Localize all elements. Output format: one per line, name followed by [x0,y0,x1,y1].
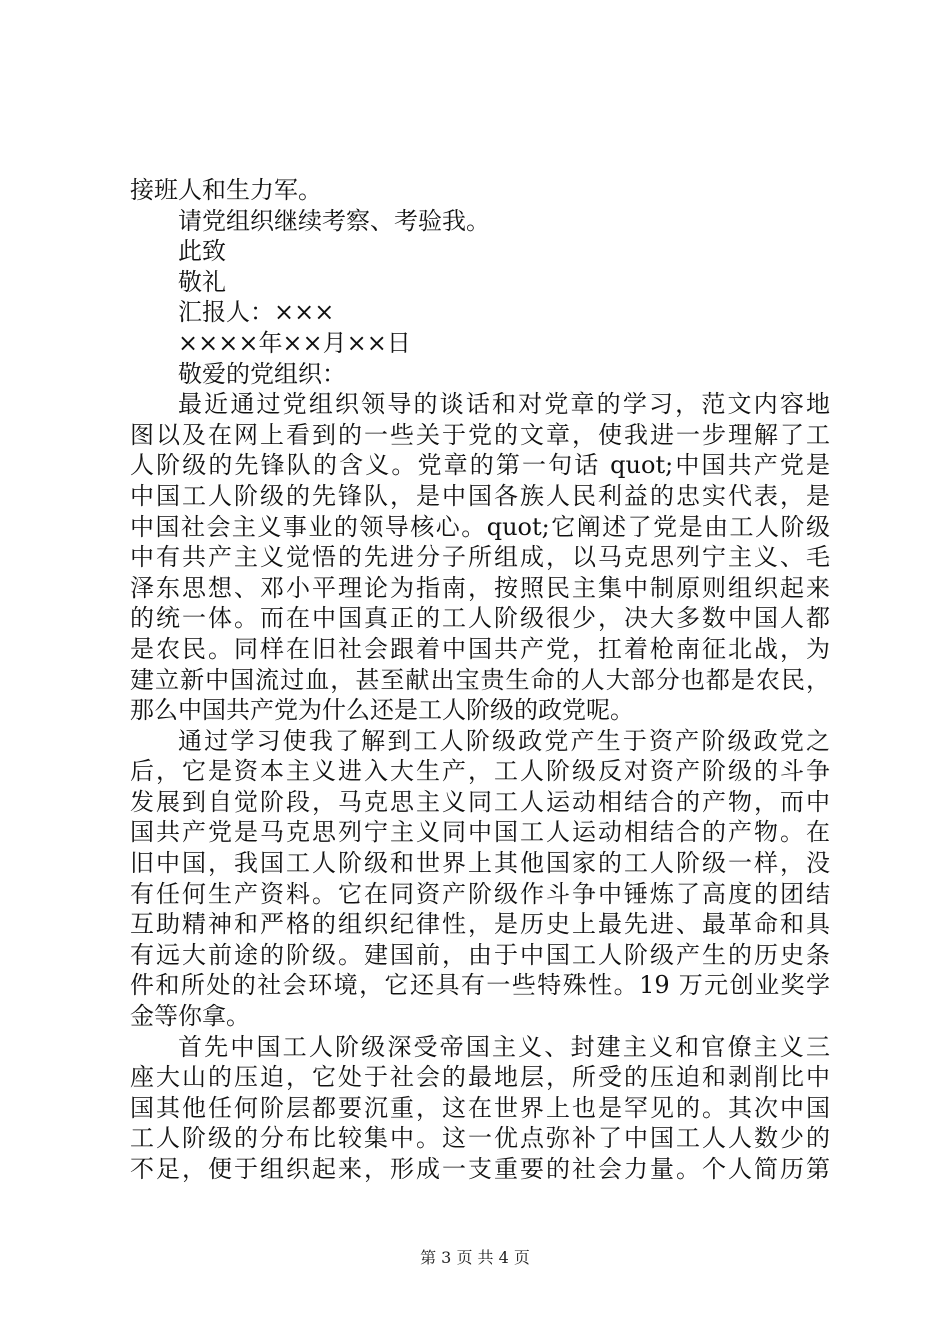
text-line: 那么中国共产党为什么还是工人阶级的政党呢。 [130,696,634,725]
text-line: 座大山的压迫，它处于社会的最地层，所受的压迫和剥削比中 [130,1063,830,1092]
text-line: 通过学习使我了解到工人阶级政党产生于资产阶级政党之 [178,726,830,755]
text-line: 泽东思想、邓小平理论为指南，按照民主集中制原则组织起来 [130,573,830,602]
text-line: 的统一体。而在中国真正的工人阶级很少，决大多数中国人都 [130,604,830,633]
page-footer [0,1245,950,1268]
text-line: 请党组织继续考察、考验我。 [178,206,490,235]
text-line: 中国社会主义事业的领导核心。quot;它阐述了党是由工人阶级 [130,512,830,541]
text-line: 中国工人阶级的先锋队，是中国各族人民利益的忠实代表，是 [130,481,830,510]
text-line: 接班人和生力军。 [130,176,322,204]
text-line: 图以及在网上看到的一些关于党的文章，使我进一步理解了工 [130,420,830,449]
text-line: 中有共产主义觉悟的先进分子所组成，以马克思列宁主义、毛 [130,543,830,572]
text-line: 人阶级的先锋队的含义。党章的第一句话 quot;中国共产党是 [130,451,830,480]
text-line: 件和所处的社会环境，它还具有一些特殊性。19 万元创业奖学 [130,971,830,1000]
page-number-label: 第 3 页 共 4 页 [420,1248,530,1267]
text-line: 有远大前途的阶级。建国前，由于中国工人阶级产生的历史条 [130,940,830,969]
text-line: ××××年××月××日 [178,328,411,357]
text-line: 有任何生产资料。它在同资产阶级作斗争中锤炼了高度的团结 [130,879,830,908]
text-line: 最近通过党组织领导的谈话和对党章的学习，范文内容地 [178,390,830,419]
text-line: 敬礼 [178,267,226,296]
text-line: 敬爱的党组织： [178,359,346,388]
text-line: 建立新中国流过血，甚至献出宝贵生命的人大部分也都是农民， [130,665,830,694]
text-line: 发展到自觉阶段，马克思主义同工人运动相结合的产物，而中 [130,787,830,816]
document-body [130,175,830,1185]
text-line: 旧中国，我国工人阶级和世界上其他国家的工人阶级一样，没 [130,849,830,878]
text-line: 首先中国工人阶级深受帝国主义、封建主义和官僚主义三 [178,1032,830,1061]
text-line: 汇报人：××× [178,298,335,327]
text-line: 国共产党是马克思列宁主义同中国工人运动相结合的产物。在 [130,818,830,847]
text-line: 金等你拿。 [130,1002,250,1031]
text-line: 是农民。同样在旧社会跟着中国共产党，扛着枪南征北战，为 [130,634,830,663]
text-line: 后，它是资本主义进入大生产，工人阶级反对资产阶级的斗争 [130,757,830,786]
text-line: 不足，便于组织起来，形成一支重要的社会力量。个人简历第 [130,1155,830,1183]
text-line: 互助精神和严格的组织纪律性，是历史上最先进、最革命和具 [130,910,830,939]
text-line: 国其他任何阶层都要沉重，这在世界上也是罕见的。其次中国 [130,1093,830,1122]
text-line: 此致 [178,237,226,266]
text-line: 工人阶级的分布比较集中。这一优点弥补了中国工人人数少的 [130,1124,830,1153]
